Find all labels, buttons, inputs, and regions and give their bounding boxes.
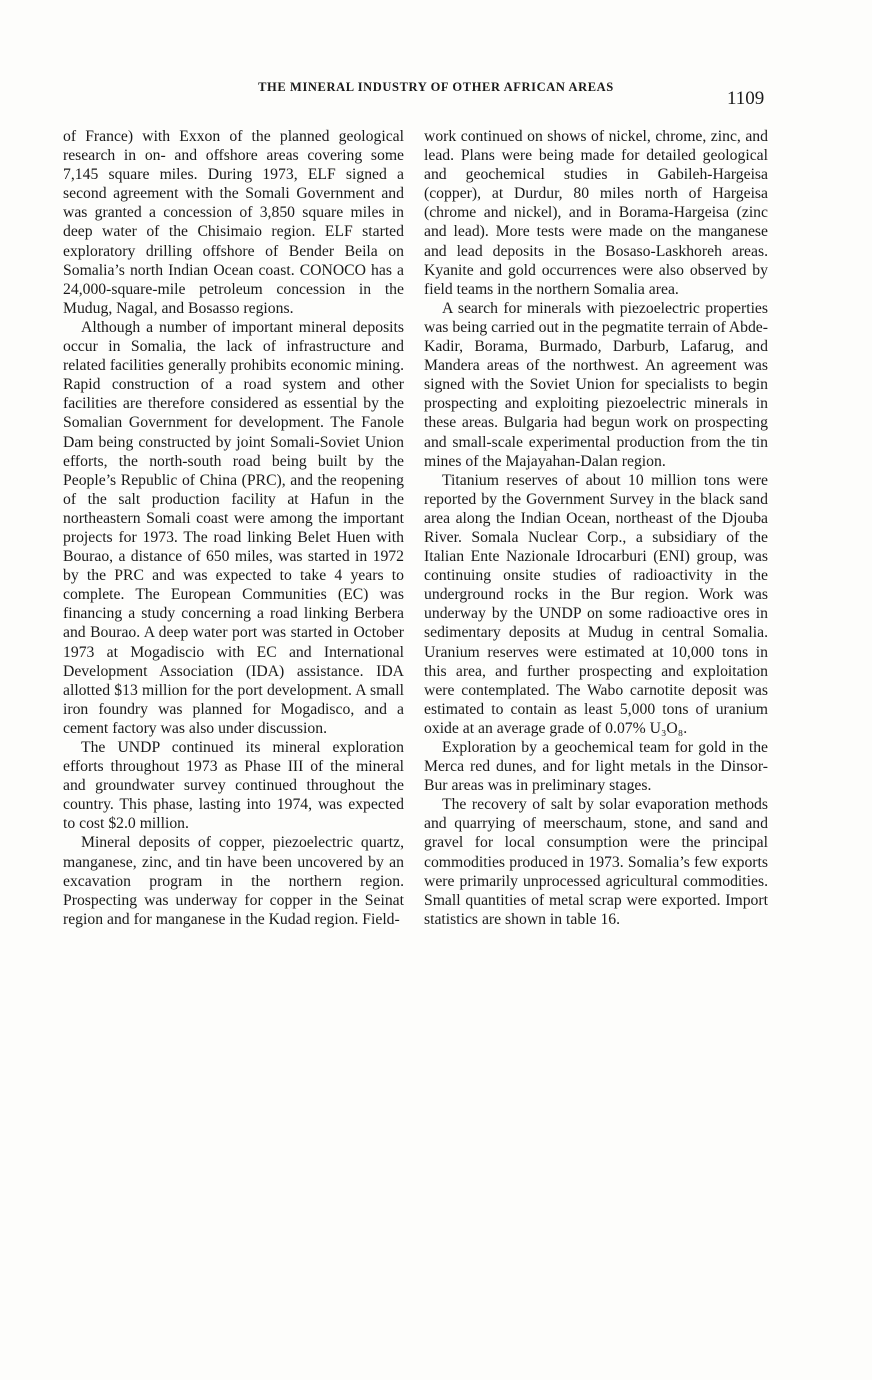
page-number: 1109 <box>727 88 765 109</box>
paragraph: A search for minerals with piezoelectric properties was being carried out in the pegmatite terrain of Abde-Kadir, Borama, Burmado, Darburb, Lafarug, and Mandera areas of the northwest. An agreement was signed with the Soviet Union for specialists to begin prospecting and exploiting piezoelectric minerals in these areas. Bulgaria had begun work on prospecting and small-scale experimental production from the tin mines of the Majayahan-Dalan region. <box>424 299 768 470</box>
paragraph: Although a number of important mineral deposits occur in Somalia, the lack of infrastructure and related facilities generally prohibits economic mining. Rapid construction of a road system and other facilities are therefore considered as essential by the Somalian Government for development. The Fanole Dam being constructed by joint Somali-Soviet Union efforts, the north-south road being built by the People’s Republic of China (PRC), and the reopening of the salt production facility at Hafun in the northeastern Somali coast were among the important projects for 1973. The road linking Belet Huen with Bourao, a distance of 650 miles, was started in 1972 by the PRC and was expected to take 4 years to complete. The European Communities (EC) was financing a study concerning a road linking Berbera and Bourao. A deep water port was started in October 1973 at Mogadiscio with EC and International Development Association (IDA) assistance. IDA allotted $13 million for the port development. A small iron foundry was planned for Mogadisco, and a cement factory was also under discussion. <box>63 318 404 737</box>
paragraph: Exploration by a geochemical team for gold in the Merca red dunes, and for light metals in the Dinsor-Bur areas was in preliminary stages. <box>424 739 768 795</box>
left-column <box>63 127 404 929</box>
running-title: THE MINERAL INDUSTRY OF OTHER AFRICAN AREAS <box>258 80 614 94</box>
paragraph: Titanium reserves of about 10 million tons were reported by the Government Survey in the black sand area along the Indian Ocean, northeast of the Djouba River. Somala Nuclear Corp., a subsidiary of the Italian Ente Nazionale Idrocarburi (ENI) group, was continuing onsite studies of radioactivity in the underground rocks in the Bur region. Work was underway by the UNDP on some radioactive ores in sedimentary deposits at Mudug in central Somalia. Uranium reserves were estimated at 10,000 tons in this area, and further prospecting and exploitation were contemplated. The Wabo carnotite deposit was estimated to contain as least 5,000 tons of uranium oxide at an average grade of 0.07% U₃O₈. <box>424 471 768 737</box>
paragraph: of France) with Exxon of the planned geological research in on- and offshore areas covering some 7,145 square miles. During 1973, ELF signed a second agreement with the Somali Government and was granted a concession of 3,850 square miles in deep water of the Chisimaio region. ELF started exploratory drilling offshore of Bender Beila on Somalia’s north Indian Ocean coast. CONOCO has a 24,000-square-mile petroleum concession in the Mudug, Nagal, and Bosasso regions. <box>63 128 404 317</box>
paragraph: The UNDP continued its mineral exploration efforts throughout 1973 as Phase III of the mineral and groundwater survey continued throughout the country. This phase, lasting into 1974, was expected to cost $2.0 million. <box>63 739 404 833</box>
right-column <box>424 127 768 929</box>
paragraph: Mineral deposits of copper, piezoelectric quartz, manganese, zinc, and tin have been uncovered by an excavation program in the northern region. Prospecting was underway for copper in the Seinat region and for manganese in the Kudad region. Field- <box>63 834 404 928</box>
paragraph: work continued on shows of nickel, chrome, zinc, and lead. Plans were being made for detailed geological and geochemical studies in Gabileh-Hargeisa (copper), at Durdur, 80 miles north of Hargeisa (chrome and nickel), and in Borama-Hargeisa (zinc and lead). More tests were made on the manganese and lead deposits in the Bosaso-Laskhoreh areas. Kyanite and gold occurrences were also observed by field teams in the northern Somalia area. <box>424 128 768 298</box>
paragraph: The recovery of salt by solar evaporation methods and quarrying of meerschaum, stone, and sand and gravel for local consumption were the principal commodities produced in 1973. Somalia’s few exports were primarily unprocessed agricultural commodities. Small quantities of metal scrap were exported. Import statistics are shown in table 16. <box>424 796 768 928</box>
